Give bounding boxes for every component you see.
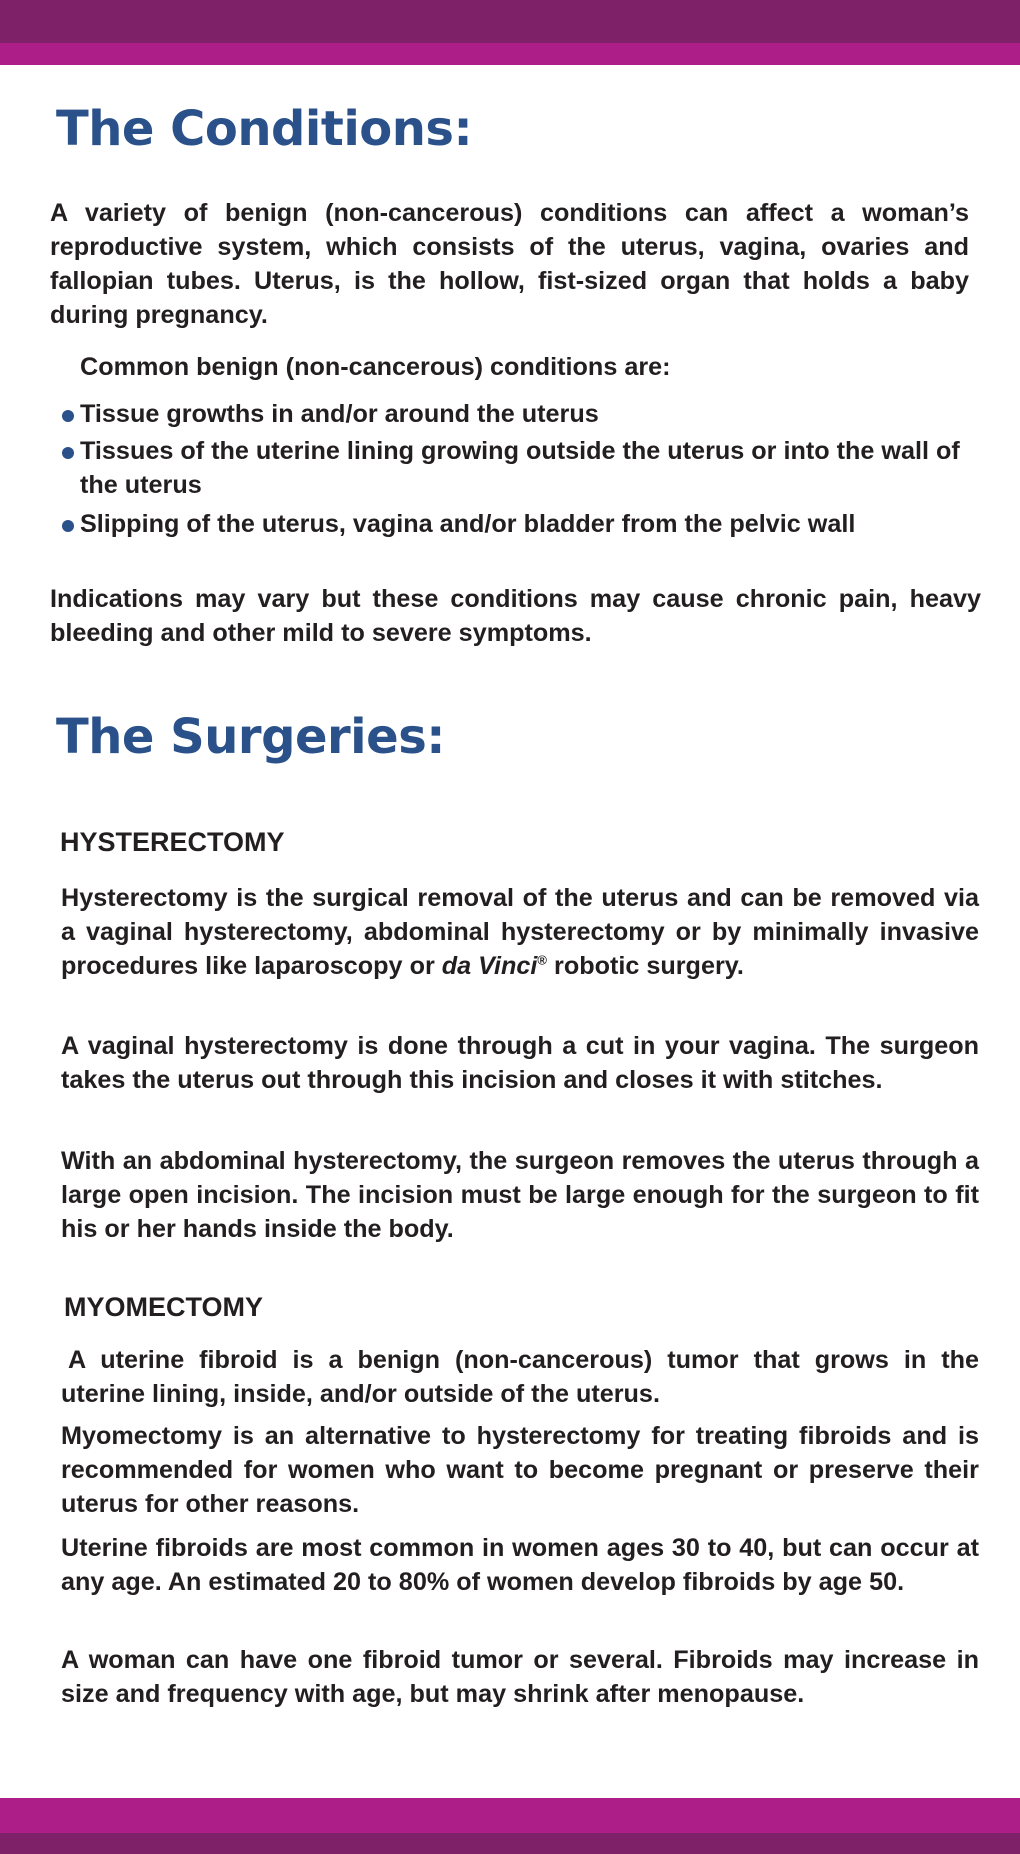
- registered-mark: ®: [537, 952, 548, 968]
- surgeries-heading: The Surgeries:: [56, 709, 445, 765]
- bottom-band-dark: [0, 1833, 1020, 1854]
- hysterectomy-title: HYSTERECTOMY: [60, 827, 285, 857]
- hysterectomy-paragraph-1: [61, 881, 979, 983]
- bullet-dot-icon: [62, 447, 74, 459]
- conditions-heading: The Conditions:: [56, 101, 473, 157]
- hysterectomy-paragraph-3: With an abdominal hysterectomy, the surgeon removes the uterus through a large open incision. The incision must be large enough for the surgeon to fit his or her hands inside the body.: [61, 1147, 979, 1243]
- common-conditions-label: Common benign (non-cancerous) conditions are:: [80, 353, 671, 381]
- myomectomy-paragraph-1: A uterine fibroid is a benign (non-cancerous) tumor that grows in the uterine lining, inside, and/or outside of the uterus.: [61, 1346, 979, 1408]
- myomectomy-paragraph-3: Uterine fibroids are most common in women ages 30 to 40, but can occur at any age. An estimated 20 to 80% of women develop fibroids by age 50.: [61, 1534, 979, 1596]
- bottom-band-light: [0, 1798, 1020, 1833]
- myomectomy-paragraph-2: Myomectomy is an alternative to hysterectomy for treating fibroids and is recommended for women who want to become pregnant or preserve their uterus for other reasons.: [61, 1422, 979, 1518]
- da-vinci-brand: da Vinci: [441, 952, 538, 980]
- conditions-intro: A variety of benign (non-cancerous) conditions can affect a woman’s reproductive system, which consists of the uterus, vagina, ovaries and fallopian tubes. Uterus, is the hollow, fist-sized organ that holds a baby during pregnancy.: [50, 199, 969, 329]
- list-item: Tissue growths in and/or around the uterus: [80, 400, 599, 428]
- top-band-dark: [0, 0, 1020, 43]
- hysterectomy-paragraph-2: A vaginal hysterectomy is done through a cut in your vagina. The surgeon takes the uterus out through this incision and closes it with stitches.: [61, 1032, 979, 1094]
- bullet-dot-icon: [62, 410, 74, 422]
- bullet-dot-icon: [62, 520, 74, 532]
- list-item: Slipping of the uterus, vagina and/or bladder from the pelvic wall: [80, 510, 856, 538]
- myomectomy-title: MYOMECTOMY: [64, 1292, 264, 1322]
- hysterectomy-p1-end: robotic surgery.: [547, 952, 744, 980]
- myomectomy-paragraph-4: A woman can have one fibroid tumor or several. Fibroids may increase in size and frequency with age, but may shrink after menopause.: [61, 1646, 979, 1708]
- list-item: Tissues of the uterine lining growing outside the uterus or into the wall of the uterus: [80, 437, 960, 499]
- conditions-indications: Indications may vary but these conditions may cause chronic pain, heavy bleeding and other mild to severe symptoms.: [50, 585, 981, 647]
- top-band-light: [0, 43, 1020, 65]
- hysterectomy-p1-text: Hysterectomy is the surgical removal of the uterus and can be removed via a vaginal hysterectomy, abdominal hysterectomy or by minimally invasive procedures like laparoscopy or: [61, 884, 979, 980]
